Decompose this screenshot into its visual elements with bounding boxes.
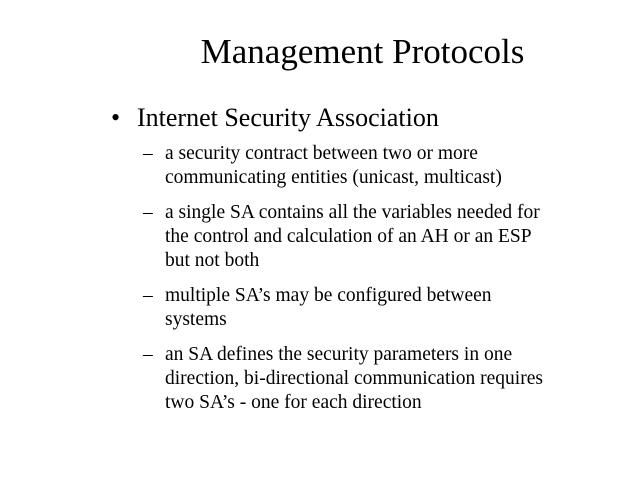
dash-marker: –	[143, 202, 153, 223]
dash-marker: –	[143, 143, 153, 164]
bullet-internet-security-association	[111, 102, 439, 134]
sub-bullet-line: a single SA contains all the variables needed for	[165, 202, 540, 223]
dash-marker: –	[143, 285, 153, 306]
sub-bullet-line: two SA’s - one for each direction	[165, 392, 422, 413]
sub-bullet-line: a security contract between two or more	[165, 143, 478, 164]
dash-marker: –	[143, 344, 153, 365]
sub-bullet-item	[143, 201, 613, 273]
sub-bullet-line: but not both	[165, 250, 260, 271]
sub-bullet-line: multiple SA’s may be configured between	[165, 285, 492, 306]
sub-bullet-line: the control and calculation of an AH or an ESP	[165, 226, 532, 247]
sub-bullet-line: systems	[165, 309, 227, 330]
sub-bullet-item	[143, 284, 613, 332]
bullet-marker: •	[111, 103, 121, 132]
bullet-text: Internet Security Association	[137, 103, 439, 132]
sub-bullet-line: communicating entities (unicast, multicast)	[165, 167, 502, 188]
sub-bullet-line: an SA defines the security parameters in one	[165, 344, 513, 365]
sub-bullet-item	[143, 343, 613, 415]
sub-bullet-item	[143, 142, 613, 190]
slide-title: Management Protocols	[200, 32, 525, 71]
sub-bullet-line: direction, bi-directional communication requires	[165, 368, 543, 389]
sub-bullet-list	[143, 142, 613, 426]
